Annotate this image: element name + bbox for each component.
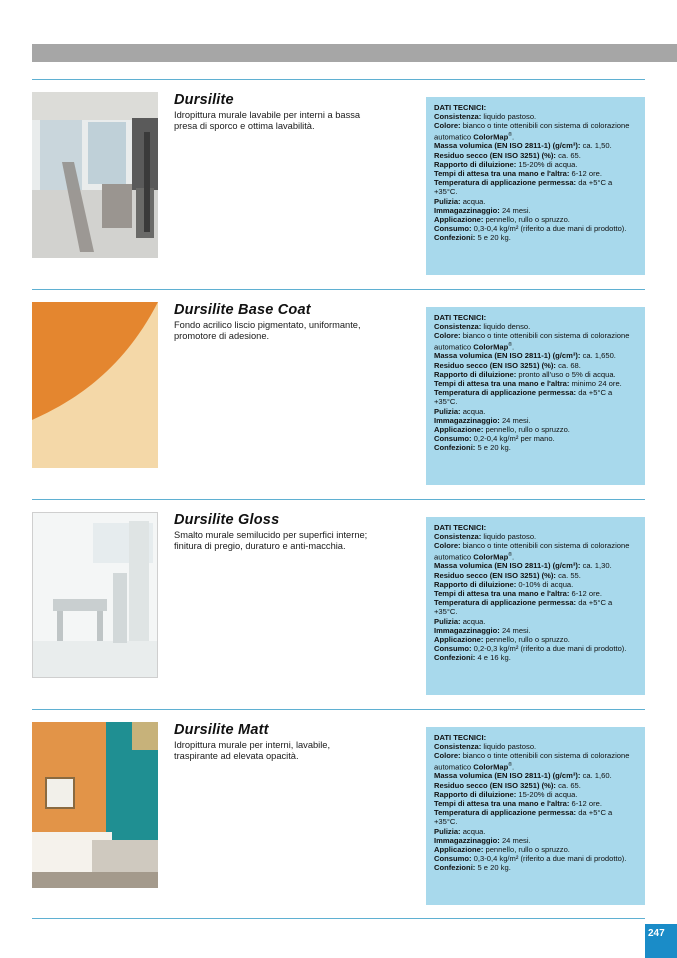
spec-label: Tempi di attesa tra una mano e l'altra: (434, 168, 570, 178)
spec-label: Immagazzinaggio: (434, 415, 500, 425)
tech-data-heading: DATI TECNICI: (434, 313, 487, 322)
divider (32, 918, 645, 919)
spec-value: liquido pastoso. (481, 112, 537, 122)
product-description: Smalto murale semilucido per superfici interne; finitura di pregio, duraturo e anti-macchia. (174, 530, 368, 552)
spec-line (434, 197, 637, 206)
spec-line (434, 121, 637, 141)
spec-value: liquido denso. (481, 322, 531, 332)
spec-value: 15-20% di acqua. (516, 159, 578, 169)
spec-line (434, 617, 637, 626)
spec-line (434, 561, 637, 570)
spec-line (434, 580, 637, 589)
tech-data-box (426, 727, 645, 905)
spec-line (434, 781, 637, 790)
spec-line (434, 206, 637, 215)
product-title: Dursilite (174, 92, 234, 108)
tech-data-heading: DATI TECNICI: (434, 103, 487, 112)
spec-value: acqua. (460, 616, 486, 626)
spec-tail: . (511, 342, 515, 352)
spec-label: Residuo secco (EN ISO 3251) (%): (434, 570, 556, 580)
spec-value: pennello, rullo o spruzzo. (483, 844, 570, 854)
product-title: Dursilite Gloss (174, 512, 280, 528)
spec-value: 4 e 16 kg. (475, 653, 511, 663)
spec-label: Tempi di attesa tra una mano e l'altra: (434, 798, 570, 808)
spec-label: Confezioni: (434, 233, 476, 243)
spec-label: Massa volumica (EN ISO 2811-1) (g/cm³): (434, 141, 581, 151)
spec-line (434, 233, 637, 242)
spec-label: Confezioni: (434, 863, 476, 873)
spec-label: Pulizia: (434, 196, 461, 206)
spec-value: 0,3-0,4 kg/m² (riferito a due mani di prodotto). (471, 854, 627, 864)
spec-value: 24 mesi. (499, 205, 531, 215)
spec-line (434, 215, 637, 224)
product-dursilite-matt (32, 722, 645, 888)
spec-line (434, 351, 637, 360)
tech-data-box (426, 307, 645, 485)
product-title: Dursilite Matt (174, 722, 269, 738)
spec-value: acqua. (460, 826, 486, 836)
spec-label: Temperatura di applicazione permessa: (434, 388, 577, 398)
registered-mark: ® (508, 131, 512, 138)
spec-line (434, 598, 637, 616)
product-photo (32, 512, 158, 678)
spec-line (434, 370, 637, 379)
spec-label: Immagazzinaggio: (434, 625, 500, 635)
spec-label: Pulizia: (434, 826, 461, 836)
spec-line (434, 407, 637, 416)
spec-line (434, 151, 637, 160)
spec-line (434, 653, 637, 662)
spec-value: 0,3-0,4 kg/m² (riferito a due mani di prodotto). (471, 224, 627, 234)
spec-value: ca. 68. (555, 360, 581, 370)
spec-label: Colore: (434, 751, 461, 761)
spec-line (434, 751, 637, 771)
spec-line (434, 589, 637, 598)
spec-label: Colore: (434, 121, 461, 131)
spec-label: Applicazione: (434, 424, 484, 434)
product-photo (32, 92, 158, 258)
spec-label: Rapporto di diluizione: (434, 159, 517, 169)
spec-line (434, 541, 637, 561)
spec-line (434, 141, 637, 150)
spec-line (434, 742, 637, 751)
spec-value: ca. 1,650. (580, 351, 616, 361)
spec-label: Residuo secco (EN ISO 3251) (%): (434, 360, 556, 370)
product-title: Dursilite Base Coat (174, 302, 311, 318)
spec-label: Massa volumica (EN ISO 2811-1) (g/cm³): (434, 561, 581, 571)
spec-value: 24 mesi. (499, 415, 531, 425)
spec-line (434, 799, 637, 808)
spec-line (434, 224, 637, 233)
spec-line (434, 836, 637, 845)
spec-label: Temperatura di applicazione permessa: (434, 178, 577, 188)
spec-label: Tempi di attesa tra una mano e l'altra: (434, 378, 570, 388)
spec-value: liquido pastoso. (481, 532, 537, 542)
spec-label: Consumo: (434, 224, 472, 234)
spec-value: da +5°C a +35°C. (434, 178, 613, 197)
spec-value: ca. 55. (555, 570, 581, 580)
spec-label: Temperatura di applicazione permessa: (434, 598, 577, 608)
brand-name: ColorMap (473, 132, 509, 142)
tech-data-box (426, 517, 645, 695)
spec-label: Colore: (434, 541, 461, 551)
registered-mark: ® (508, 341, 512, 348)
spec-label: Immagazzinaggio: (434, 835, 500, 845)
spec-line (434, 644, 637, 653)
spec-label: Pulizia: (434, 616, 461, 626)
spec-line (434, 434, 637, 443)
divider (32, 79, 645, 80)
spec-label: Applicazione: (434, 844, 484, 854)
spec-label: Consumo: (434, 434, 472, 444)
spec-value: bianco o tinte ottenibili con sistema di colorazione automatico (434, 541, 630, 562)
spec-label: Consistenza: (434, 742, 482, 752)
page-number: 247 (645, 924, 677, 958)
spec-line (434, 854, 637, 863)
spec-line (434, 863, 637, 872)
spec-tail: . (511, 552, 515, 562)
divider (32, 499, 645, 500)
spec-value: da +5°C a +35°C. (434, 808, 613, 827)
product-description: Idropittura murale lavabile per interni a bassa presa di sporco e ottima lavabilità. (174, 110, 361, 132)
spec-label: Massa volumica (EN ISO 2811-1) (g/cm³): (434, 351, 581, 361)
spec-value: 6-12 ore. (569, 798, 602, 808)
spec-value: pronto all'uso o 5% di acqua. (516, 369, 616, 379)
spec-value: bianco o tinte ottenibili con sistema di colorazione automatico (434, 751, 630, 772)
spec-value: ca. 1,50. (580, 141, 612, 151)
spec-label: Immagazzinaggio: (434, 205, 500, 215)
spec-value: bianco o tinte ottenibili con sistema di colorazione automatico (434, 331, 630, 352)
spec-label: Confezioni: (434, 653, 476, 663)
product-dursilite-gloss (32, 512, 645, 678)
spec-value: 5 e 20 kg. (475, 443, 511, 453)
spec-value: 24 mesi. (499, 835, 531, 845)
spec-line (434, 808, 637, 826)
spec-value: pennello, rullo o spruzzo. (483, 214, 570, 224)
spec-label: Applicazione: (434, 634, 484, 644)
spec-line (434, 790, 637, 799)
spec-line (434, 379, 637, 388)
spec-value: ca. 1,60. (580, 771, 612, 781)
spec-value: ca. 65. (555, 150, 581, 160)
spec-value: da +5°C a +35°C. (434, 388, 613, 407)
spec-label: Consistenza: (434, 532, 482, 542)
brand-name: ColorMap (473, 342, 509, 352)
spec-line (434, 571, 637, 580)
brand-name: ColorMap (473, 552, 509, 562)
spec-label: Residuo secco (EN ISO 3251) (%): (434, 780, 556, 790)
spec-label: Consistenza: (434, 322, 482, 332)
spec-label: Pulizia: (434, 406, 461, 416)
spec-line (434, 626, 637, 635)
spec-value: 0-10% di acqua. (516, 579, 574, 589)
spec-line (434, 169, 637, 178)
spec-value: ca. 1,30. (580, 561, 612, 571)
spec-label: Colore: (434, 331, 461, 341)
spec-line (434, 425, 637, 434)
spec-line (434, 112, 637, 121)
spec-line (434, 532, 637, 541)
spec-value: ca. 65. (555, 780, 581, 790)
product-description: Fondo acrilico liscio pigmentato, uniformante, promotore di adesione. (174, 320, 361, 342)
spec-value: liquido pastoso. (481, 742, 537, 752)
spec-value: 0,2-0,4 kg/m² per mano. (471, 434, 555, 444)
tech-data-box (426, 97, 645, 275)
spec-value: pennello, rullo o spruzzo. (483, 424, 570, 434)
spec-line (434, 388, 637, 406)
spec-value: 5 e 20 kg. (475, 233, 511, 243)
product-description: Idropittura murale per interni, lavabile, traspirante ad elevata opacità. (174, 740, 331, 762)
product-photo (32, 302, 158, 468)
spec-value: acqua. (460, 196, 486, 206)
spec-value: 6-12 ore. (569, 588, 602, 598)
spec-label: Consistenza: (434, 112, 482, 122)
registered-mark: ® (508, 551, 512, 558)
spec-label: Temperatura di applicazione permessa: (434, 808, 577, 818)
spec-line (434, 361, 637, 370)
registered-mark: ® (508, 761, 512, 768)
spec-value: 24 mesi. (499, 625, 531, 635)
spec-value: minimo 24 ore. (569, 378, 622, 388)
spec-value: pennello, rullo o spruzzo. (483, 634, 570, 644)
spec-label: Consumo: (434, 644, 472, 654)
spec-line (434, 178, 637, 196)
spec-value: 0,2-0,3 kg/m² (riferito a due mani di prodotto). (471, 644, 627, 654)
spec-line (434, 416, 637, 425)
divider (32, 709, 645, 710)
spec-label: Massa volumica (EN ISO 2811-1) (g/cm³): (434, 771, 581, 781)
spec-label: Rapporto di diluizione: (434, 789, 517, 799)
spec-line (434, 635, 637, 644)
tech-data-heading: DATI TECNICI: (434, 523, 487, 532)
spec-value: 6-12 ore. (569, 168, 602, 178)
spec-value: bianco o tinte ottenibili con sistema di colorazione automatico (434, 121, 630, 142)
product-dursilite (32, 92, 645, 258)
spec-line (434, 443, 637, 452)
spec-label: Tempi di attesa tra una mano e l'altra: (434, 588, 570, 598)
spec-line (434, 845, 637, 854)
spec-line (434, 771, 637, 780)
spec-label: Rapporto di diluizione: (434, 369, 517, 379)
spec-line (434, 322, 637, 331)
spec-line (434, 827, 637, 836)
product-dursilite-base-coat (32, 302, 645, 468)
spec-label: Confezioni: (434, 443, 476, 453)
spec-tail: . (511, 132, 515, 142)
divider (32, 289, 645, 290)
product-photo (32, 722, 158, 888)
spec-value: acqua. (460, 406, 486, 416)
spec-value: 5 e 20 kg. (475, 863, 511, 873)
spec-label: Consumo: (434, 854, 472, 864)
spec-line (434, 331, 637, 351)
spec-tail: . (511, 762, 515, 772)
spec-value: 15-20% di acqua. (516, 789, 578, 799)
spec-line (434, 160, 637, 169)
spec-label: Residuo secco (EN ISO 3251) (%): (434, 150, 556, 160)
spec-label: Applicazione: (434, 214, 484, 224)
header-bar (32, 44, 677, 62)
tech-data-heading: DATI TECNICI: (434, 733, 487, 742)
brand-name: ColorMap (473, 762, 509, 772)
spec-label: Rapporto di diluizione: (434, 579, 517, 589)
spec-value: da +5°C a +35°C. (434, 598, 613, 617)
